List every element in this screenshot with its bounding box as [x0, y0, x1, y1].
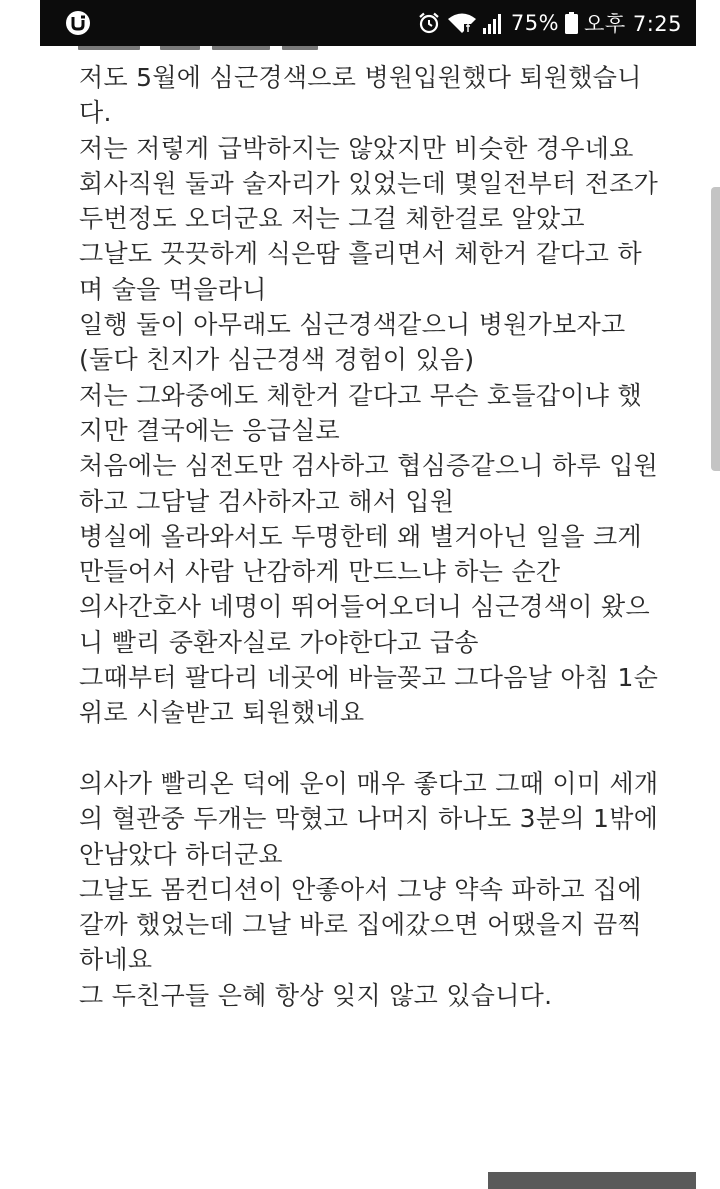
- battery-icon: [565, 12, 578, 34]
- post-text-line: 하네요: [79, 945, 153, 975]
- post-text-line: 의사간호사 네명이 뛰어들어오더니 심근경색이 왔으: [79, 592, 650, 622]
- post-text-line: 니 빨리 중환자실로 가야한다고 급송: [79, 627, 479, 657]
- wifi-icon: [447, 12, 477, 34]
- post-text-line: 안남았다 하더군요: [79, 839, 283, 869]
- post-text-line: 저는 그와중에도 체한거 같다고 무슨 호들갑이냐 했: [79, 380, 642, 410]
- post-text-line: 그날도 끗끗하게 식은땀 흘리면서 체한거 같다고 하: [79, 239, 642, 269]
- post-text-line: 의 혈관중 두개는 막혔고 나머지 하나도 3분의 1밖에: [79, 804, 659, 834]
- clock-time: 오후 7:25: [584, 12, 682, 36]
- cropped-previous-line: [78, 46, 378, 54]
- post-text-line: 만들어서 사람 난감하게 만드느냐 하는 순간: [79, 557, 561, 587]
- post-text-line: 처음에는 심전도만 검사하고 협심증같으니 하루 입원: [79, 451, 659, 481]
- post-text-line: (둘다 친지가 심근경색 경험이 있음): [79, 345, 475, 375]
- post-text-line: 저도 5월에 심근경색으로 병원입원했다 퇴원했습니: [79, 63, 642, 92]
- blank-line: [79, 731, 699, 766]
- u-logo-icon: [64, 9, 92, 37]
- post-body: [79, 60, 699, 1013]
- post-text-line: 저는 저렇게 급박하지는 않았지만 비슷한 경우네요: [79, 133, 634, 163]
- post-text-line: 며 술을 먹을라니: [79, 274, 267, 304]
- post-text-line: 병실에 올라와서도 두명한테 왜 별거아닌 일을 크게: [79, 521, 642, 551]
- post-text-line: 그때부터 팔다리 네곳에 바늘꽂고 그다음날 아침 1순: [79, 663, 659, 693]
- post-text-line: 회사직원 둘과 술자리가 있었는데 몇일전부터 전조가: [79, 168, 659, 198]
- post-text-line: 두번정도 오더군요 저는 그걸 체한걸로 알았고: [79, 204, 585, 234]
- status-indicators: [417, 0, 682, 46]
- post-text-line: 의사가 빨리온 덕에 운이 매우 좋다고 그때 이미 세개: [79, 768, 659, 798]
- signal-bars-icon: [483, 12, 505, 34]
- alarm-clock-icon: [417, 11, 441, 35]
- post-text-line: 그 두친구들 은혜 항상 잊지 않고 있습니다.: [79, 980, 553, 1010]
- post-text-line: 위로 시술받고 퇴원했네요: [79, 698, 365, 728]
- post-text-line: 다.: [79, 98, 112, 128]
- post-text-line: 그날도 몸컨디션이 안좋아서 그냥 약속 파하고 집에: [79, 874, 642, 904]
- bottom-overlay-bar: [488, 1172, 696, 1189]
- post-text-line: 갈까 했었는데 그날 바로 집에갔으면 어땠을지 끔찍: [79, 910, 642, 940]
- post-text-line: 하고 그담날 검사하자고 해서 입원: [79, 486, 455, 516]
- status-bar: [40, 0, 696, 46]
- post-text-line: 지만 결국에는 응급실로: [79, 415, 340, 445]
- battery-percent: 75%: [510, 11, 560, 35]
- scroll-indicator[interactable]: [711, 187, 720, 471]
- post-text-line: 일행 둘이 아무래도 심근경색같으니 병원가보자고: [79, 310, 626, 340]
